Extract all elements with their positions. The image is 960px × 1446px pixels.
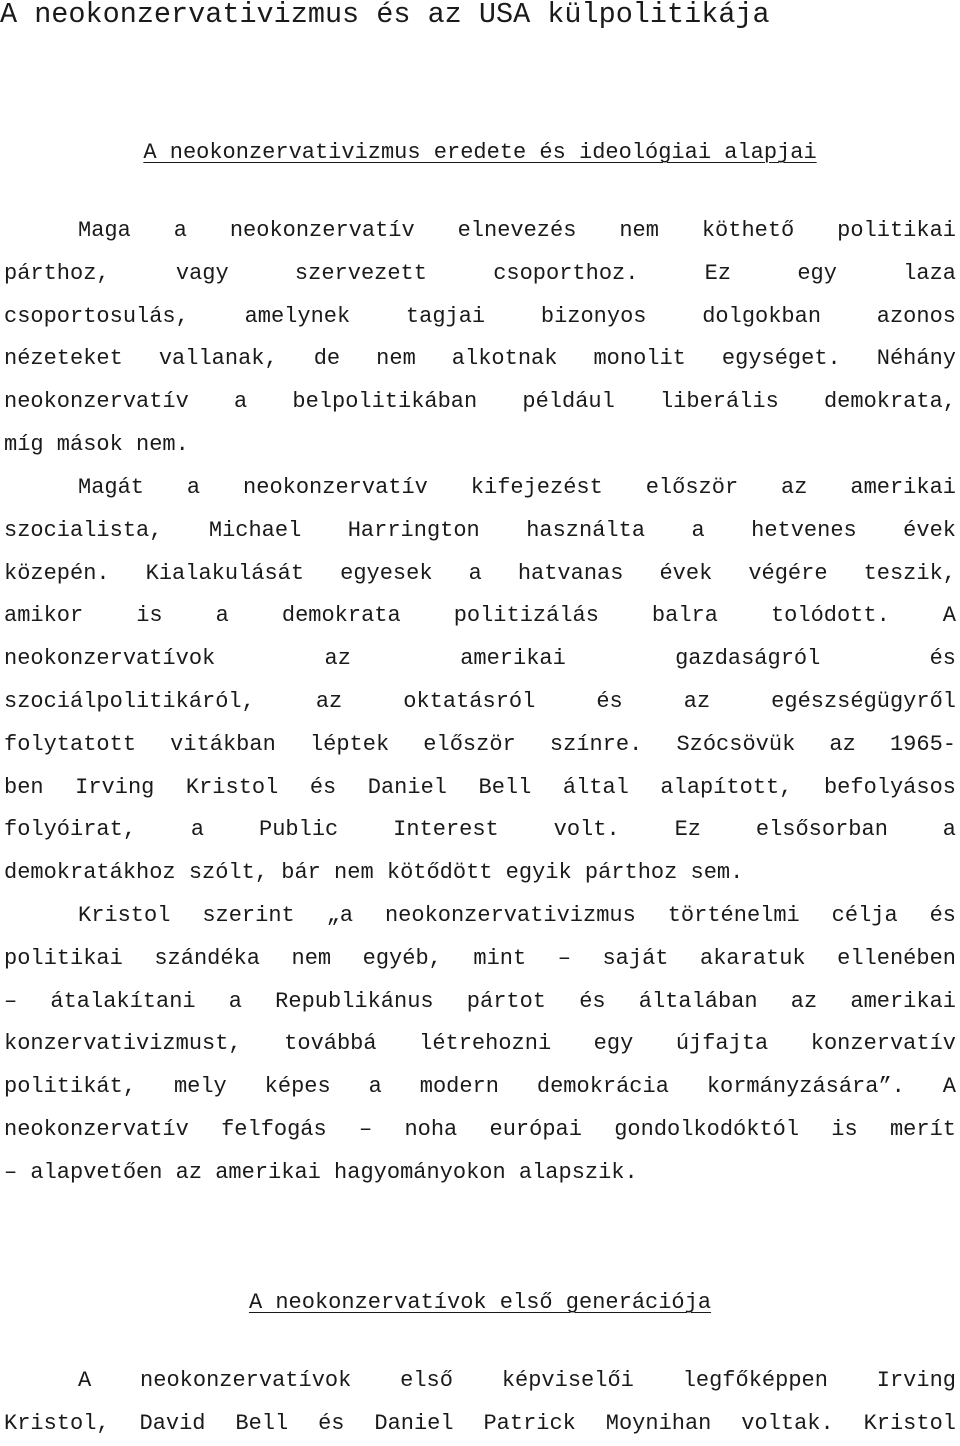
- section-heading: [0, 1290, 960, 1316]
- paragraph-line: Kristol szerint „a neokonzervativizmus történelmi célja és: [78, 903, 956, 928]
- paragraph: [4, 1360, 956, 1446]
- paragraph: [4, 895, 956, 1195]
- paragraph-line: Kristol, David Bell és Daniel Patrick Moynihan voltak. Kristol: [4, 1410, 956, 1436]
- paragraph-line: neokonzervatív a belpolitikában például liberális demokrata,: [4, 389, 956, 415]
- paragraph-line: demokratákhoz szólt, bár nem kötődött egyik párthoz sem.: [4, 860, 744, 886]
- paragraph-line: míg mások nem.: [4, 431, 189, 457]
- paragraph-line: közepén. Kialakulását egyesek a hatvanas évek végére teszik,: [4, 560, 956, 586]
- section-heading-text: A neokonzervativizmus eredete és ideológiai alapjai: [143, 140, 817, 165]
- paragraph-line: folytatott vitákban léptek először színre. Szócsövük az 1965-: [4, 731, 956, 757]
- paragraph: [4, 210, 956, 467]
- paragraph-line: folyóirat, a Public Interest volt. Ez elsősorban a: [4, 817, 956, 843]
- paragraph-line: A neokonzervatívok első képviselői legfőképpen Irving: [78, 1368, 956, 1393]
- paragraph-line: amikor is a demokrata politizálás balra tolódott. A: [4, 603, 956, 629]
- paragraph-line: politikai szándéka nem egyéb, mint – saját akaratuk ellenében: [4, 945, 956, 971]
- paragraph-line: – átalakítani a Republikánus pártot és általában az amerikai: [4, 988, 956, 1014]
- paragraph-line: nézeteket vallanak, de nem alkotnak monolit egységet. Néhány: [4, 346, 956, 372]
- section-heading: [0, 140, 960, 166]
- paragraph: [4, 467, 956, 895]
- paragraph-line: konzervativizmust, továbbá létrehozni egy újfajta konzervatív: [4, 1031, 956, 1057]
- paragraph-line: szociálpolitikáról, az oktatásról és az egészségügyről: [4, 688, 956, 714]
- paragraph-line: Magát a neokonzervatív kifejezést először az amerikai: [78, 475, 956, 500]
- paragraph-line: – alapvetően az amerikai hagyományokon alapszik.: [4, 1159, 638, 1185]
- paragraph-line: Maga a neokonzervatív elnevezés nem köthető politikai: [78, 218, 956, 243]
- paragraph-line: csoportosulás, amelynek tagjai bizonyos dolgokban azonos: [4, 303, 956, 329]
- paragraph-line: szocialista, Michael Harrington használta a hetvenes évek: [4, 517, 956, 543]
- paragraph-line: neokonzervatív felfogás – noha európai gondolkodóktól is merít: [4, 1116, 956, 1142]
- paragraph-line: politikát, mely képes a modern demokrácia kormányzására”. A: [4, 1074, 956, 1100]
- paragraph-line: neokonzervatívok az amerikai gazdaságról és: [4, 646, 956, 672]
- paragraph-line: ben Irving Kristol és Daniel Bell által alapított, befolyásos: [4, 774, 956, 800]
- section-heading-text: A neokonzervatívok első generációja: [248, 1290, 712, 1315]
- document-title: A neokonzervativizmus és az USA külpolitikája: [0, 0, 770, 31]
- paragraph-line: párthoz, vagy szervezett csoporthoz. Ez egy laza: [4, 260, 956, 286]
